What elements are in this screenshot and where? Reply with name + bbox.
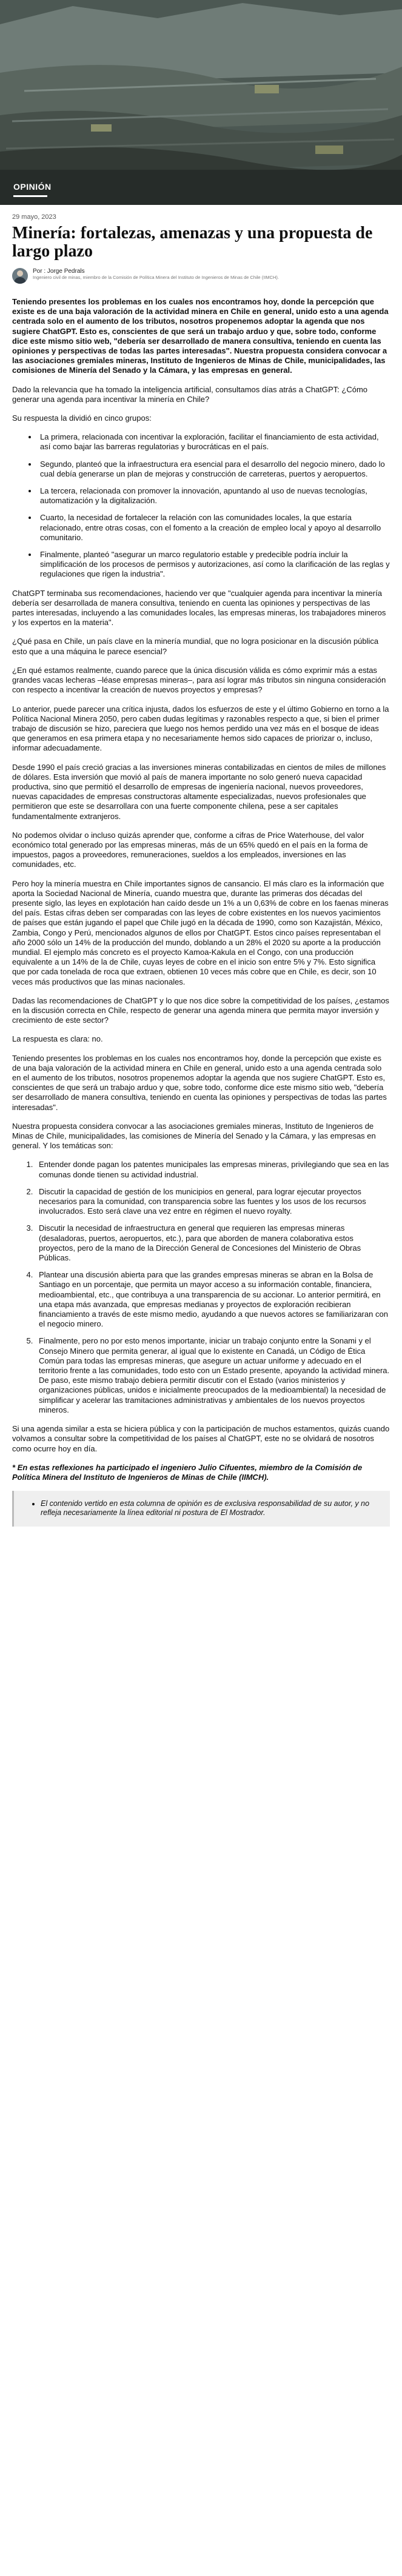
opinion-badge: OPINIÓN xyxy=(13,182,52,197)
paragraph: Teniendo presentes los problemas en los cuales nos encontramos hoy, donde la percepción que existe es de una baja valoración de la actividad minera en Chile en general, unido esto a una agenda centrada solo en el aumento de los tributos, nosotros propenemos adoptar la agenda que nos sugiere ChatGPT. Esto es, conscientes de que será un trabajo arduo y que, sobre todo, conforme dice este mismo sitio web, "debería ser desarrollado de manera consultiva, teniendo en cuenta las opiniones y perspectivas de todas las partes interesadas". xyxy=(12,1053,387,1112)
list-item: 3. Discutir la necesidad de infraestructura en general que requieren las empresas mineras (desaladoras, puertos, aeropuertos, etc.), para que aborden de manera colaborativa estos proyectos, pero de la mano de la Dirección General de Concesiones del Ministerio de Obras Públicas. xyxy=(35,1223,390,1263)
paragraph: Lo anterior, puede parecer una crítica injusta, dados los esfuerzos de este y el último Gobierno en torno a la Política Nacional Minera 2050, pero caben dudas legítimas y razonables respecto a que, si bien el primer trabajo de discusión se hizo, pareciera que luego nos hemos perdido una vez más en el bosque de ideas que generamos en esa primera etapa y no necesariamente hemos sido capaces de priorizar o, incluso, informar adecuadamente. xyxy=(12,704,389,753)
list-item: • La primera, relacionada con incentivar la exploración, facilitar el financiamiento de esta actividad, así como bajar las barreras regulatorias y burocráticas en el país. xyxy=(38,432,390,452)
list-item: • Cuarto, la necesidad de fortalecer la relación con las comunidades locales, la que estaría relacionado, entre otras cosas, con el fomento a la creación de empleo local y apoyo al desarrollo comunitario. xyxy=(38,513,390,543)
article-body xyxy=(12,297,390,1454)
paragraph: ¿Qué pasa en Chile, un país clave en la minería mundial, que no logra posicionar en la discusión pública esto que a una máquina le parece esencial? xyxy=(12,637,379,656)
paragraph: No podemos olvidar o incluso quizás aprender que, conforme a cifras de Price Waterhouse, del valor económico total generado por las empresas mineras, más de un 65% quedó en el país en la forma de impuestos, pagos a proveedores, remuneraciones, sueldos a los empleados, inversiones en las comunidades, etc. xyxy=(12,830,368,869)
footnote: * En estas reflexiones ha participado el ingeniero Julio Cifuentes, miembro de la Comisión de Política Minera del Instituto de Ingenieros de Minas de Chile (IIMCH). xyxy=(12,1462,363,1482)
paragraph: La respuesta es clara: no. xyxy=(12,1034,103,1044)
mine-landscape-illustration xyxy=(0,0,402,205)
paragraph: Dadas las recomendaciones de ChatGPT y lo que nos dice sobre la competitividad de los países, ¿estamos en la discusión correcta en Chile, respecto de generar una agenda minera que permita mayor inversión y crecimiento de este sector? xyxy=(12,995,389,1025)
paragraph: Su respuesta la dividió en cinco grupos: xyxy=(12,413,152,423)
paragraph: Si una agenda similar a esta se hiciera pública y con la participación de muchos estamentos, quizás cuando volvamos a consultar sobre la competitividad de los países al ChatGPT, este no se olvidará de nosotros como ocurre hoy en día. xyxy=(12,1424,390,1453)
list-item: • Segundo, planteó que la infraestructura era esencial para el desarrollo del negocio minero, dado lo cual debía generarse un plan de mejoras y construcción de carreteras, puertos y aeropuertos. xyxy=(38,460,390,479)
article-title: Minería: fortalezas, amenazas y una propuesta de largo plazo xyxy=(12,224,373,261)
list-item: • Finalmente, planteó "asegurar un marco regulatorio estable y predecible podría incluir la simplificación de los procesos de permisos y autorizaciones, así como la clarificación de las reglas y regulaciones que rigen la industria". xyxy=(38,550,390,580)
publish-date: 29 mayo, 2023 xyxy=(12,213,56,221)
list-item: 1. Entender donde pagan los patentes municipales las empresas mineras, privilegiando que sea en las comunas donde tienen su actividad industrial. xyxy=(35,1160,390,1179)
disclaimer-text: • El contenido vertido en esta columna de opinión es de exclusiva responsabilidad de su autor, y no refleja necesariamente la línea editorial ni postura de El Mostrador. xyxy=(41,1499,378,1518)
list-item: • La tercera, relacionada con promover la innovación, apuntando al uso de nuevas tecnologías, automatización y la digitalización. xyxy=(38,486,390,506)
author-bio: Ingeniero civil de minas, miembro de la Comisión de Política Minera del Instituto de Ingenieros de Minas de Chile (IIMCH). xyxy=(33,275,280,280)
lead-paragraph xyxy=(12,297,390,376)
author-name[interactable]: Por : Jorge Pedrals xyxy=(33,268,85,275)
proposal-list xyxy=(12,1160,390,1415)
hero-image xyxy=(0,0,402,205)
author-block xyxy=(12,268,390,284)
disclaimer-box xyxy=(12,1491,390,1527)
paragraph: Nuestra propuesta considera convocar a las asociaciones gremiales mineras, Instituto de Ingenieros de Minas de Chile, municipalidades, las comisiones de Minería del Senado y la Cámara, y las empresas en general. Y los temáticas son: xyxy=(12,1121,376,1151)
paragraph: Desde 1990 el país creció gracias a las inversiones mineras contabilizadas en cientos de miles de millones de dólares. Esta inversión que movió al país de manera importante no solo generó nueva capacidad productiva, sino que permitió el desarrollo de empresas de ingeniería nacional, nuevos proveedores, nuevas capacidades de empresas constructoras altamente especializadas, nuevos profesionales que permitieron que este se desarrollara con una fuerte componente chilena, pese a ser capitales fundamentalmente extranjeros. xyxy=(12,762,386,821)
lead-text: Teniendo presentes los problemas en los cuales nos encontramos hoy, donde la percepción que existe es de una baja valoración de la actividad minera en Chile en general, unido esto a una agenda centrada solo en el aumento de los tributos, nosotros propenemos adoptar la agenda que nos sugiere ChatGPT. Esto es, conscientes de que será un trabajo arduo y que, sobre todo, conforme dice este mismo sitio web, "debería ser desarrollado de manera consultiva, teniendo en cuenta las opiniones y perspectivas de todas las partes interesadas". Nuestra propuesta considera convocar a las asociaciones gremiales mineras, Instituto de Ingenieros de Minas de Chile, municipalidades, las comisiones de Minería del Senado y la Cámara, y las empresas en general. xyxy=(12,297,389,375)
list-item: 4. Plantear una discusión abierta para que las grandes empresas mineras se abran en la Bolsa de Santiago en un porcentaje, que permita un mayor acceso a su información contable, financiera, medioambiental, etc., que contribuya a una transparencia de su accionar. Lo anterior permitirá, en una etapa más avanzada, que empresas medianas y proyectos de exploración recibieran financiamiento a través de este mismo medio, ayudando a que nuevos actores se familiarizaran con el negocio minero. xyxy=(35,1270,390,1329)
list-item: 2. Discutir la capacidad de gestión de los municipios en general, para lograr ejecutar proyectos necesarios para la comunidad, con transparencia sobre las fuentes y los usos de los recursos involucrados. Esto será clave una vez entre en régimen el nuevo royalty. xyxy=(35,1187,390,1217)
list-item: 5. Finalmente, pero no por esto menos importante, iniciar un trabajo conjunto entre la Sonami y el Consejo Minero que permita generar, al igual que lo existente en Canadá, un Código de Ética Común para todas las empresas mineras, que asegure un actuar uniforme y adecuado en el territorio frente a las comunidades, todo esto con un Estado presente, apoyando la actividad minera. De paso, este mismo trabajo debiera permitir discutir con el Estado (varios ministerios y organizaciones públicas, unidos e inicialmente preocupados de la medioambiental) la necesidad de simplificar y acelerar las tramitaciones administrativas y ambientales de los nuevos proyectos mineros. xyxy=(35,1336,390,1415)
paragraph: ¿En qué estamos realmente, cuando parece que la única discusión válida es cómo exprimir más a estas grandes vacas lecheras –léase empresas mineras–, para así lograr más tributos sin ninguna consideración con respecto a incentivar la creación de nuevos proyectos y empresas? xyxy=(12,665,386,695)
chatgpt-groups-list xyxy=(12,432,390,579)
author-avatar xyxy=(12,268,28,284)
paragraph: ChatGPT terminaba sus recomendaciones, haciendo ver que "cualquier agenda para incentivar la minería debería ser desarrollada de manera consultiva, teniendo en cuenta las opiniones y perspectivas de las partes interesadas, incluyendo a las comunidades locales, las empresas mineras, los trabajadores mineros y los expertos en la materia". xyxy=(12,588,386,627)
paragraph: Pero hoy la minería muestra en Chile importantes signos de cansancio. El más claro es la información que aporta la Sociedad Nacional de Minería, cuando muestra que, durante las primeras dos décadas del presente siglo, las leyes en explotación han caído desde un 1% a un 0,63% de cobre en los faenas mineras del país. Estas cifras deben ser comparadas con las leyes de cobre existentes en los nuevos yacimientos de países que están jugando el papel que Chile jugó en la década de 1990, como son Kazajistán, México, Zambia, Congo y Perú, mencionados algunos de ellos por ChatGPT. Estos cinco países representaban el año 2000 sólo un 14% de la producción del mundo, doblando a un 28% el 2020 su aporte a la producción mundial. El ejemplo más concreto es el proyecto Kamoa-Kakula en el Congo, con una producción equivalente a un 14% de la de Chile, cuyas leyes de cobre en el inicio son entre 5% y 7%. Esto significa que por cada tonelada de roca que extraen, obtienen 10 veces más cobre que en Chile, es decir, son 10 veces más productivos que las minas nacionales. xyxy=(12,878,389,986)
paragraph: Dado la relevancia que ha tomado la inteligencia artificial, consultamos días atrás a ChatGPT: ¿Cómo generar una agenda para incentivar la minería en Chile? xyxy=(12,384,368,404)
